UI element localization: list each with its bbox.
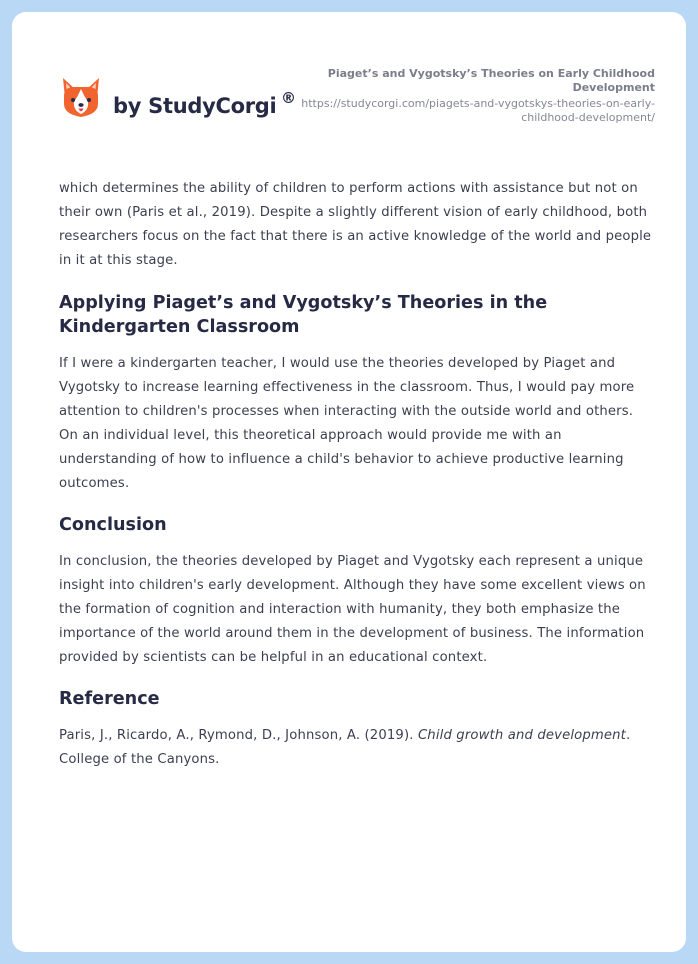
document-body [59, 177, 654, 772]
studycorgi-logo[interactable] [60, 76, 305, 126]
reference-book-title: Child growth and development [417, 728, 626, 743]
document-title: Piaget’s and Vygotsky’s Theories on Early Childhood Development [327, 67, 655, 94]
reference-authors: Paris, J., Ricardo, A., Rymond, D., Johnson, A. (2019). [59, 728, 418, 743]
section-text-applying: If I were a kindergarten teacher, I would use the theories developed by Piaget and Vygotsky to increase learning effectiveness in the classroom. Thus, I would pay more attention to children's processes when interacting with the outside world and others. On an individual level, this theoretical approach would provide me with an understanding of how to influence a child's behavior to achieve productive learning outcomes. [59, 356, 635, 491]
section-heading-reference: Reference [59, 689, 160, 709]
section-heading-conclusion: Conclusion [59, 515, 167, 535]
document-meta [295, 67, 655, 125]
section-heading-applying: Applying Piaget’s and Vygotsky’s Theories in the Kindergarten Classroom [59, 293, 548, 337]
reference-entry [59, 724, 654, 772]
document-url[interactable]: https://studycorgi.com/piagets-and-vygotskys-theories-on-early-childhood-development/ [301, 97, 655, 124]
brand-name: by StudyCorgi [113, 94, 277, 118]
intro-paragraph: which determines the ability of children to perform actions with assistance but not on their own (Paris et al., 2019). Despite a slightly different vision of early childhood, both researchers focus on the fact that there is an active knowledge of the world and people in it at this stage. [59, 181, 652, 268]
registered-mark: ® [281, 89, 296, 107]
document-page [12, 12, 686, 952]
section-text-conclusion: In conclusion, the theories developed by Piaget and Vygotsky each represent a unique insight into children's early development. Although they have some excellent views on the formation of cognition and interaction with humanity, they both emphasize the importance of the world around them in the development of business. The information provided by scientists can be helpful in an educational context. [59, 554, 646, 665]
reference-publisher: . College of the Canyons. [59, 728, 631, 767]
page-header [12, 12, 686, 142]
corgi-logo-icon [60, 76, 102, 122]
